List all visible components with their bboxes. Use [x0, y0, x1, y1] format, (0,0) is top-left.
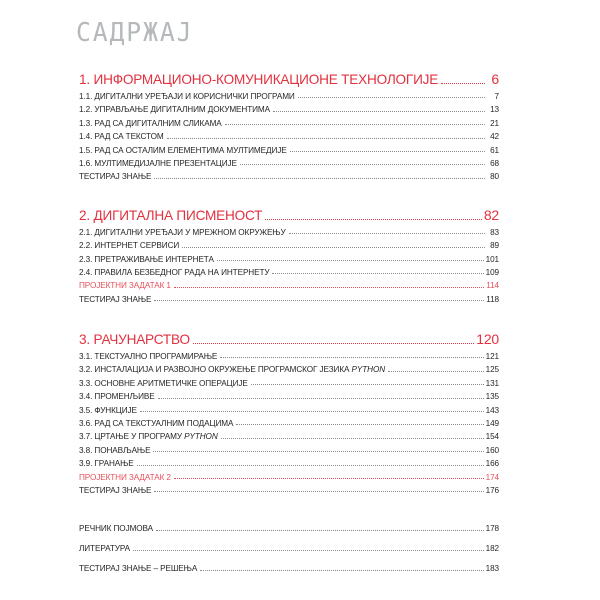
toc-page-number: 109 [485, 267, 499, 277]
toc-page-number: 121 [485, 352, 499, 362]
toc-entry-label: 1.3. РАД СА ДИГИТАЛНИМ СЛИКАМА [79, 118, 222, 128]
toc-entry[interactable] [79, 404, 499, 417]
page-title: САДРЖАЈ [76, 18, 194, 48]
toc-entry[interactable] [79, 377, 499, 390]
toc-entry-label: 3.6. РАД СА ТЕКСТУАЛНИМ ПОДАЦИМА [79, 419, 234, 429]
toc-page-number: 114 [486, 281, 499, 291]
toc-entry-label: 3. РАЧУНАРСТВО [79, 332, 190, 348]
toc-page-number: 7 [494, 92, 499, 101]
dot-leader [217, 259, 484, 261]
toc-entry[interactable] [79, 417, 499, 430]
toc-entry-label: 3.5. ФУНКЦИЈЕ [79, 405, 137, 415]
chapter-3-section [79, 328, 499, 497]
dot-leader [441, 82, 485, 84]
toc-page-number: 61 [490, 145, 499, 155]
dot-leader [156, 529, 484, 531]
toc-entry-label: ТЕСТИРАЈ ЗНАЊЕ [79, 485, 152, 495]
toc-page-number: 68 [490, 158, 499, 168]
toc-page-number: 135 [485, 392, 499, 402]
chapter-1-section [79, 68, 499, 184]
dot-leader [220, 356, 483, 358]
toc-entry-label: 2.4. ПРАВИЛА БЕЗБЕДНОГ РАДА НА ИНТЕРНЕТУ [79, 267, 270, 277]
toc-entry-label: ПРОЈЕКТНИ ЗАДАТАК 2 [79, 472, 171, 482]
toc-entry[interactable] [79, 266, 499, 279]
toc-entry-label [79, 363, 387, 376]
toc-entry[interactable] [79, 130, 499, 143]
toc-page-number: 120 [476, 331, 499, 348]
toc-chapter-heading[interactable] [79, 328, 499, 350]
toc-entry-test[interactable] [79, 484, 499, 497]
toc-page-number: 166 [485, 459, 499, 469]
dot-leader [236, 423, 483, 425]
toc-entry-label-italic: PYTHON [184, 432, 218, 442]
toc-chapter-heading[interactable] [79, 68, 499, 90]
dot-leader [251, 383, 484, 385]
toc-entry-label: ТЕСТИРАЈ ЗНАЊЕ [79, 172, 152, 182]
toc-entry-project-task[interactable] [79, 279, 499, 292]
toc-entry-label: 2.2. ИНТЕРНЕТ СЕРВИСИ [79, 241, 180, 251]
dot-leader [225, 123, 485, 125]
dot-leader [133, 549, 484, 551]
toc-entry-label: 3.4. ПРОМЕНЉИВЕ [79, 392, 155, 402]
toc-entry-label: 1.4. РАД СА ТЕКСТОМ [79, 132, 164, 142]
toc-entry-glossary[interactable] [79, 519, 499, 539]
toc-page-number: 174 [485, 472, 499, 482]
toc-entry-label: ПРОЈЕКТНИ ЗАДАТАК 1 [79, 281, 171, 291]
toc-page-number: 89 [490, 241, 499, 251]
toc-entry-label: 1.6. МУЛТИМЕДИЈАЛНЕ ПРЕЗЕНТАЦИЈЕ [79, 158, 237, 168]
toc-entry[interactable] [79, 363, 499, 376]
toc-page-number: 42 [490, 132, 499, 142]
dot-leader [221, 437, 484, 439]
toc-entry-test[interactable] [79, 170, 499, 183]
toc-page-number: 101 [485, 254, 499, 264]
dot-leader [154, 177, 485, 179]
toc-entry-solutions[interactable] [79, 559, 499, 579]
toc-entry-label: 1.1. ДИГИТАЛНИ УРЕЂАЈИ И КОРИСНИЧКИ ПРОГРАМИ [79, 92, 295, 101]
toc-entry-test[interactable] [79, 293, 499, 306]
toc-entry-literature[interactable] [79, 539, 499, 559]
dot-leader [154, 490, 483, 492]
toc-entry[interactable] [79, 239, 499, 252]
dot-leader [200, 569, 483, 571]
toc-page-number: 6 [491, 71, 499, 87]
dot-leader [272, 272, 483, 274]
toc-page-number: 154 [485, 432, 499, 442]
back-matter-section [79, 519, 499, 579]
dot-leader [167, 137, 485, 139]
toc-page-number: 176 [485, 485, 499, 495]
toc-entry-label: 3.8. ПОНАВЉАЊЕ [79, 445, 151, 455]
toc-page-number: 143 [485, 405, 499, 415]
toc-page-number: 149 [485, 419, 499, 429]
toc-entry[interactable] [79, 430, 499, 443]
dot-leader [174, 477, 484, 479]
dot-leader [240, 163, 485, 165]
toc-page-number: 160 [485, 445, 499, 455]
dot-leader [154, 299, 484, 301]
toc-entry-label: РЕЧНИК ПОЈМОВА [79, 524, 154, 534]
toc-page-number: 183 [485, 564, 499, 574]
toc-entry[interactable] [79, 253, 499, 266]
toc-entry-label: 3.3. ОСНОВНЕ АРИТМЕТИЧКЕ ОПЕРАЦИЈЕ [79, 378, 248, 388]
dot-leader [273, 110, 485, 112]
toc-page-number: 21 [490, 118, 499, 128]
toc-entry-label-text: 3.2. ИНСТАЛАЦИЈА И РАЗВОЈНО ОКРУЖЕЊЕ ПРОГРАМСКОГ ЈЕЗИКА [79, 365, 350, 375]
dot-leader [298, 96, 485, 98]
toc-page-number: 178 [485, 524, 499, 534]
toc-page-number: 82 [483, 206, 499, 223]
toc-page-number: 131 [485, 378, 499, 388]
chapter-2-section [79, 204, 499, 306]
toc-entry-label-italic: PYTHON [351, 365, 386, 375]
toc-entry-label: 2. ДИГИТАЛНА ПИСМЕНОСТ [79, 207, 263, 223]
dot-leader [158, 397, 484, 399]
dot-leader [388, 370, 484, 372]
toc-entry-label: 1. ИНФОРМАЦИОНО-КОМУНИКАЦИОНЕ ТЕХНОЛОГИЈЕ [79, 72, 439, 87]
dot-leader [140, 410, 484, 412]
toc-page-number: 182 [485, 544, 499, 554]
toc-entry-label: 3.9. ГРАНАЊЕ [79, 459, 134, 469]
toc-entry-label: ТЕСТИРАЈ ЗНАЊЕ [79, 294, 152, 304]
toc-entry-label: 1.5. РАД СА ОСТАЛИМ ЕЛЕМЕНТИМА МУЛТИМЕДИЈЕ [79, 145, 287, 155]
toc-entry[interactable] [79, 457, 499, 470]
dot-leader [137, 464, 484, 466]
dot-leader [193, 342, 474, 344]
toc-entry[interactable] [79, 390, 499, 403]
toc-entry-label: 1.2. УПРАВЉАЊЕ ДИГИТАЛНИМ ДОКУМЕНТИМА [79, 105, 270, 115]
dot-leader [265, 218, 482, 220]
toc-entry[interactable] [79, 90, 499, 103]
toc-page-number: 13 [490, 105, 499, 115]
toc-entry-label: ТЕСТИРАЈ ЗНАЊЕ – РЕШЕЊА [79, 564, 198, 574]
toc-entry[interactable] [79, 157, 499, 170]
toc-entry-label: 3.1. ТЕКСТУАЛНО ПРОГРАМИРАЊЕ [79, 352, 218, 362]
toc-entry[interactable] [79, 444, 499, 457]
toc-entry-project-task[interactable] [79, 471, 499, 484]
toc-page-number: 80 [490, 172, 499, 182]
toc-page-number: 118 [486, 294, 499, 304]
toc-entry-label: 2.3. ПРЕТРАЖИВАЊЕ ИНТЕРНЕТА [79, 254, 214, 264]
toc-page-number: 83 [490, 227, 499, 237]
toc-entry-label: ЛИТЕРАТУРА [79, 544, 131, 554]
dot-leader [289, 232, 485, 234]
dot-leader [182, 246, 485, 248]
dot-leader [153, 450, 483, 452]
dot-leader [290, 150, 485, 152]
table-of-contents [79, 68, 499, 579]
toc-entry[interactable] [79, 103, 499, 116]
toc-chapter-heading[interactable] [79, 204, 499, 226]
dot-leader [174, 286, 484, 288]
toc-entry[interactable] [79, 117, 499, 130]
toc-entry[interactable] [79, 144, 499, 157]
toc-page-number: 125 [485, 365, 499, 375]
toc-entry[interactable] [79, 350, 499, 363]
toc-entry-label-text: 3.7. ЦРТАЊЕ У ПРОГРАМУ [79, 432, 182, 442]
toc-entry-label: 2.1. ДИГИТАЛНИ УРЕЂАЈИ У МРЕЖНОМ ОКРУЖЕЊУ [79, 227, 286, 237]
toc-entry-label [79, 430, 220, 443]
toc-entry[interactable] [79, 226, 499, 239]
